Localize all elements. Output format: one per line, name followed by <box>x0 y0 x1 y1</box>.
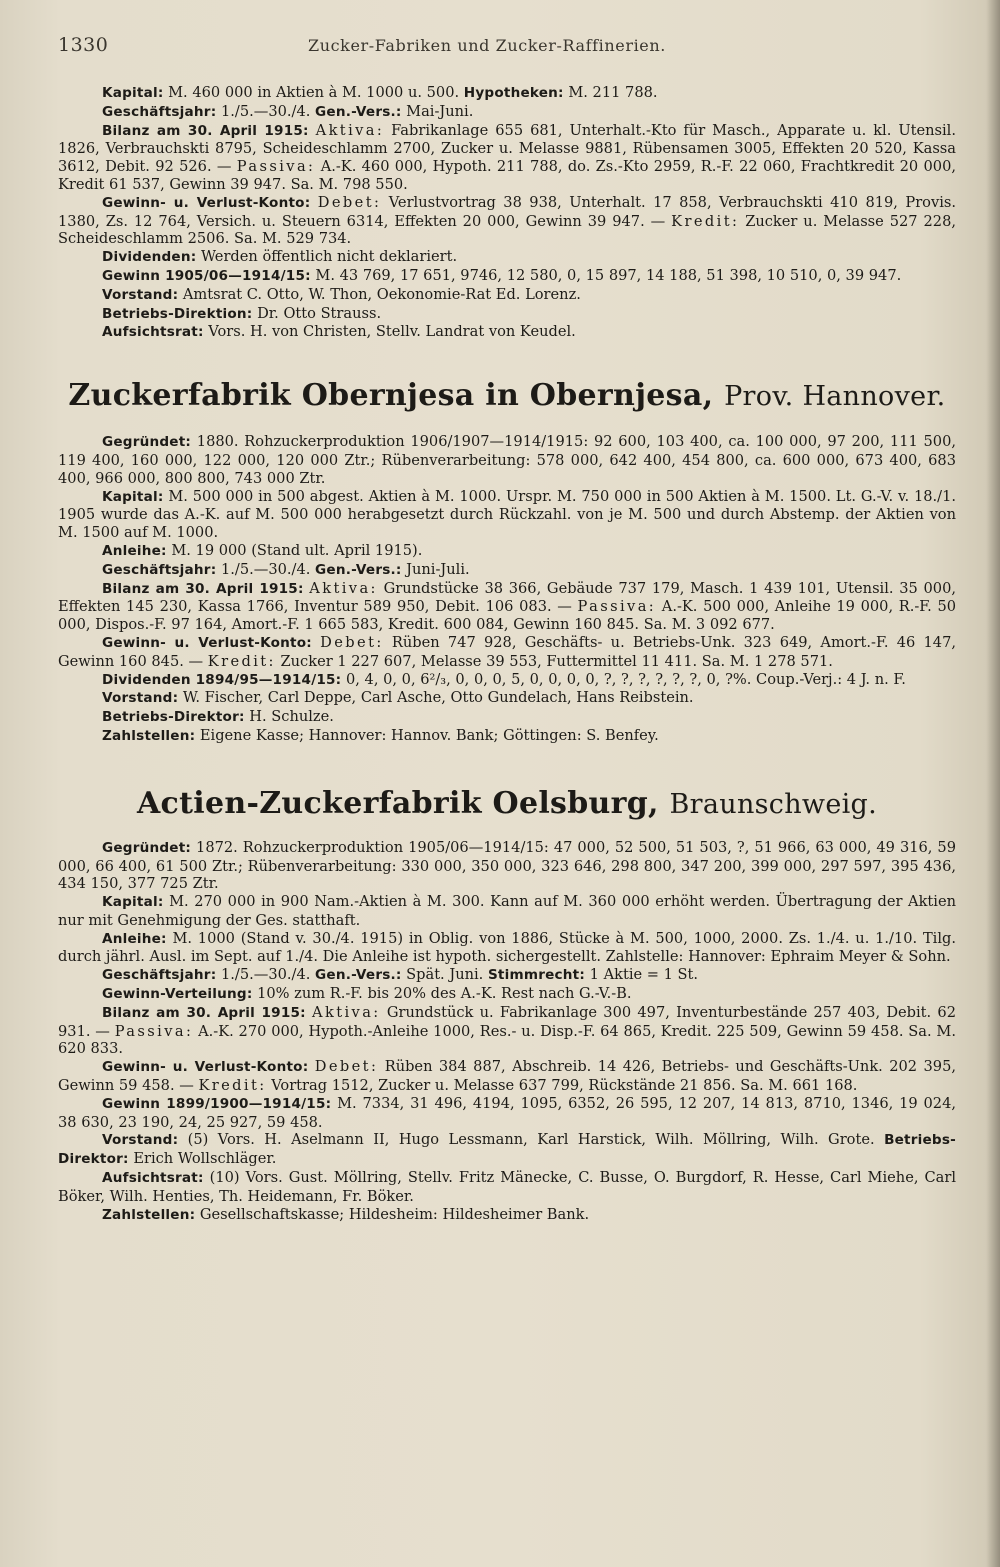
entry-text: 10% zum R.-F. bis 20% des A.-K. Rest nach G.-V.-B. <box>257 985 632 1003</box>
entry-label: Dividenden 1894/95—1914/15: <box>102 671 342 688</box>
entry-label: Vorstand: <box>102 1132 179 1149</box>
entry-label: Gen.-Vers.: <box>315 967 402 984</box>
page-number: 1330 <box>58 34 109 56</box>
entry-paragraph <box>58 433 956 487</box>
entry-text: Verlustvortrag 38 938, Unterhalt. 17 858, Verbrauchskti 410 819, Provis. 1380, Zs. 12 764, Versich. u. Steuern 6314, Effekten 20 000, Gewinn 39 947. — <box>58 193 956 230</box>
entry-label: Hypotheken: <box>463 85 564 101</box>
entry-paragraph <box>58 267 956 286</box>
entry-text: 1./5.—30./4. <box>220 102 311 120</box>
entry-label: Betriebs-Direktor: <box>58 1132 956 1168</box>
entry-paragraph <box>58 84 956 103</box>
entry-paragraph <box>58 1058 956 1095</box>
company-name: Actien-Zuckerfabrik Oelsburg, <box>136 785 659 821</box>
entry-text: 1./5.—30./4. <box>220 560 311 578</box>
balance-side-label: Debet: <box>317 193 382 211</box>
section-oelsburg <box>58 839 956 1225</box>
entry-text: Werden öffentlich nicht deklariert. <box>201 248 458 266</box>
entry-text: Zucker u. Melasse 527 228, Scheideschlamm 2506. Sa. M. 529 734. <box>58 212 956 248</box>
entry-label: Vorstand: <box>102 690 179 707</box>
entry-paragraph <box>58 194 956 248</box>
entry-text: Gesellschaftskasse; Hildesheim: Hildesheimer Bank. <box>199 1205 590 1223</box>
company-location: Prov. Hannover. <box>724 381 946 413</box>
balance-side-label: Debet: <box>320 633 384 651</box>
entry-text: (5) Vors. H. Aselmann II, Hugo Lessmann, Karl Harstick, Wilh. Möllring, Wilh. Grote. <box>187 1131 875 1149</box>
balance-side-label: Aktiva: <box>309 579 378 597</box>
entry-paragraph <box>58 708 956 727</box>
entry-label: Gen.-Vers.: <box>315 103 402 120</box>
entry-label: Gewinn 1899/1900—1914/15: <box>102 1095 332 1112</box>
entry-paragraph <box>58 488 956 542</box>
balance-side-label: Aktiva: <box>315 121 385 139</box>
company-heading-obernjesa <box>58 378 956 415</box>
entry-text: H. Schulze. <box>249 708 334 726</box>
entry-label: Zahlstellen: <box>102 727 196 744</box>
entry-paragraph <box>58 966 956 985</box>
entry-label: Gewinn- u. Verlust-Konto: <box>102 1059 309 1076</box>
entry-paragraph <box>58 1095 956 1132</box>
entry-text: 0, 4, 0, 0, 6²/₃, 0, 0, 0, 5, 0, 0, 0, 0, ?, ?, ?, ?, ?, ?, 0, ?%. Coup.-Verj.: 4 J. n. F. <box>345 670 906 688</box>
entry-text: Eigene Kasse; Hannover: Hannov. Bank; Göttingen: S. Benfey. <box>199 726 659 744</box>
entry-paragraph <box>58 634 956 671</box>
entry-label: Gegründet: <box>102 434 192 451</box>
balance-side-label: Kredit: <box>198 1077 267 1095</box>
company-location: Braunschweig. <box>669 788 877 820</box>
entry-label: Betriebs-Direktion: <box>102 305 253 322</box>
entry-paragraph <box>58 930 956 967</box>
entry-text: 1880. Rohzuckerproduktion 1906/1907—1914/1915: 92 600, 103 400, ca. 100 000, 97 200, 111 500, 119 400, 160 000, 122 000, 120 000 Ztr.; Rübenverarbeitung: 578 000, 642 400, 454 800, ca. 600 000, 673 400, 683 400, 966 000, 800 800, 743 000 Ztr. <box>58 433 956 487</box>
entry-label: Zahlstellen: <box>102 1206 196 1223</box>
entry-text: A.-K. 270 000, Hypoth.-Anleihe 1000, Res.- u. Disp.-F. 64 865, Kredit. 225 509, Gewinn 59 458. Sa. M. 620 833. <box>58 1022 957 1058</box>
entry-label: Kapital: <box>102 488 164 505</box>
entry-text: Erich Wollschläger. <box>133 1150 277 1168</box>
entry-text: M. 19 000 (Stand ult. April 1915). <box>171 541 423 559</box>
balance-side-label: Passiva: <box>114 1022 194 1040</box>
entry-text: Spät. Juni. <box>406 966 484 984</box>
entry-text: M. 500 000 in 500 abgest. Aktien à M. 1000. Urspr. M. 750 000 in 500 Aktien à M. 1500. Lt. G.-V. v. 18./1. 1905 wurde das A.-K. auf M. 500 000 herabgesetzt durch Rückzahl. von je M. 500 und durch Abstemp. der Aktien von M. 1500 auf M. 1000. <box>58 487 957 542</box>
entry-label: Betriebs-Direktor: <box>102 709 245 726</box>
entry-paragraph <box>58 1004 956 1058</box>
entry-paragraph <box>58 305 956 324</box>
entry-text: M. 43 769, 17 651, 9746, 12 580, 0, 15 897, 14 188, 51 398, 10 510, 0, 39 947. <box>315 266 902 284</box>
entry-label: Bilanz am 30. April 1915: <box>102 580 304 597</box>
entry-paragraph <box>58 1131 956 1169</box>
entry-text: 1 Aktie = 1 St. <box>589 966 699 984</box>
running-title: Zucker-Fabriken und Zucker-Raffinerien. <box>308 36 666 55</box>
entry-label: Gewinn- u. Verlust-Konto: <box>102 194 311 211</box>
entry-text: Amtsrat C. Otto, W. Thon, Oekonomie-Rat Ed. Lorenz. <box>182 285 581 303</box>
entry-text: M. 270 000 in 900 Nam.-Aktien à M. 300. Kann auf M. 360 000 erhöht werden. Übertragung der Aktien nur mit Genehmigung der Ges. statthaft. <box>58 893 956 929</box>
entry-label: Bilanz am 30. April 1915: <box>102 1004 306 1021</box>
entry-text: Rüben 747 928, Geschäfts- u. Betriebs-Unk. 323 649, Amort.-F. 46 147, Gewinn 160 845. — <box>58 633 956 670</box>
entry-label: Anleihe: <box>102 542 167 559</box>
balance-side-label: Passiva: <box>577 598 657 616</box>
entry-text: M. 460 000 in Aktien à M. 1000 u. 500. <box>168 84 460 101</box>
entry-paragraph <box>58 103 956 122</box>
entry-text: Mai-Juni. <box>406 102 474 120</box>
entry-label: Geschäftsjahr: <box>102 103 217 120</box>
entry-text: Juni-Juli. <box>406 560 470 578</box>
entry-text: Grundstücke 38 366, Gebäude 737 179, Masch. 1 439 101, Utensil. 35 000, Effekten 145 230, Kassa 1766, Inventur 589 950, Debit. 106 083. — <box>58 579 956 616</box>
entry-label: Kapital: <box>102 894 164 911</box>
entry-paragraph <box>58 122 956 194</box>
entry-paragraph <box>58 689 956 708</box>
entry-text: M. 7334, 31 496, 4194, 1095, 6352, 26 595, 12 207, 14 813, 8710, 1346, 19 024, 38 630, 23 190, 24, 25 927, 59 458. <box>58 1094 957 1131</box>
company-name: Zuckerfabrik Obernjesa in Obernjesa, <box>68 378 714 414</box>
entry-text: Zucker 1 227 607, Melasse 39 553, Futtermittel 11 411. Sa. M. 1 278 571. <box>280 652 833 670</box>
entry-paragraph <box>58 985 956 1004</box>
balance-side-label: Aktiva: <box>312 1003 381 1021</box>
entry-label: Gen.-Vers.: <box>315 561 402 578</box>
entry-text: M. 211 788. <box>568 84 658 101</box>
entry-text: M. 1000 (Stand v. 30./4. 1915) in Oblig. von 1886, Stücke à M. 500, 1000, 2000. Zs. 1./4. u. 1./10. Tilg. durch jährl. Ausl. im Sept. auf 1./4. Die Anleihe ist hypoth. sichergestellt. Zahlstelle: Hannover: Ephraim Meyer & Sohn. <box>58 929 956 966</box>
entry-text: Rüben 384 887, Abschreib. 14 426, Betriebs- und Geschäfts-Unk. 202 395, Gewinn 59 458. — <box>58 1058 957 1095</box>
section-obernjesa <box>58 433 956 746</box>
entry-label: Aufsichtsrat: <box>102 1170 204 1187</box>
entry-label: Gewinn- u. Verlust-Konto: <box>102 634 312 651</box>
entry-paragraph <box>58 727 956 746</box>
entry-paragraph <box>58 286 956 305</box>
entry-text: Dr. Otto Strauss. <box>257 304 382 322</box>
entry-text: W. Fischer, Carl Deppe, Carl Asche, Otto Gundelach, Hans Reibstein. <box>182 689 694 707</box>
entry-text: Vors. H. von Christen, Stellv. Landrat von Keudel. <box>208 323 576 341</box>
entry-paragraph <box>58 323 956 342</box>
entry-text: A.-K. 460 000, Hypoth. 211 788, do. Zs.-Kto 2959, R.-F. 22 060, Frachtkredit 20 000, Kredit 61 537, Gewinn 39 947. Sa. M. 798 550. <box>58 158 957 193</box>
entry-paragraph <box>58 671 956 690</box>
entry-paragraph <box>58 1206 956 1225</box>
page-header <box>58 34 956 74</box>
entry-text: (10) Vors. Gust. Möllring, Stellv. Fritz Mänecke, C. Busse, O. Burgdorf, R. Hesse, Carl Miehe, Carl Böker, Wilh. Henties, Th. Heidemann, Fr. Böker. <box>58 1169 957 1205</box>
entry-label: Geschäftsjahr: <box>102 967 217 984</box>
entry-text: Fabrikanlage 655 681, Unterhalt.-Kto für Masch., Apparate u. kl. Utensil. 1826, Verbrauchskti 8795, Scheideschlamm 2700, Zucker u. Melasse 9881, Rübensamen 3005, Effekten 20 520, Kassa 3612, Debit. 92 526. — <box>58 121 956 176</box>
entry-label: Gewinn-Verteilung: <box>102 986 253 1003</box>
balance-side-label: Kredit: <box>671 212 740 230</box>
entry-paragraph <box>58 248 956 267</box>
entry-paragraph <box>58 839 956 893</box>
balance-side-label: Kredit: <box>207 652 276 670</box>
entry-label: Anleihe: <box>102 930 167 947</box>
entry-label: Vorstand: <box>102 286 179 303</box>
entry-paragraph <box>58 580 956 634</box>
entry-label: Kapital: <box>102 85 164 101</box>
balance-side-label: Passiva: <box>236 158 316 176</box>
entry-label: Gegründet: <box>102 839 192 856</box>
entry-text: 1./5.—30./4. <box>220 966 311 984</box>
section-continued-company <box>58 84 956 342</box>
company-heading-oelsburg <box>58 786 956 823</box>
entry-label: Geschäftsjahr: <box>102 561 217 578</box>
entry-paragraph <box>58 893 956 930</box>
balance-side-label: Debet: <box>314 1058 379 1076</box>
entry-label: Stimmrecht: <box>487 967 586 984</box>
entry-text: A.-K. 500 000, Anleihe 19 000, R.-F. 50 000, Dispos.-F. 97 164, Amort.-F. 1 665 583, Kredit. 600 084, Gewinn 160 845. Sa. M. 3 092 677. <box>58 598 957 634</box>
entry-label: Gewinn 1905/06—1914/15: <box>102 267 311 284</box>
entry-text: Grundstück u. Fabrikanlage 300 497, Inventurbestände 257 403, Debit. 62 931. — <box>58 1003 956 1040</box>
entry-paragraph <box>58 561 956 580</box>
entry-label: Dividenden: <box>102 249 197 266</box>
entry-text: 1872. Rohzuckerproduktion 1905/06—1914/15: 47 000, 52 500, 51 503, ?, 51 966, 63 000, 49 316, 59 000, 66 400, 61 500 Ztr.; Rübenverarbeitung: 330 000, 350 000, 323 646, 298 800, 347 200, 399 000, 297 597, 395 436, 434 150, 377 725 Ztr. <box>58 838 956 893</box>
entry-paragraph <box>58 542 956 561</box>
entry-text: Vortrag 1512, Zucker u. Melasse 637 799, Rückstände 21 856. Sa. M. 661 168. <box>271 1077 858 1095</box>
entry-label: Aufsichtsrat: <box>102 324 204 341</box>
entry-label: Bilanz am 30. April 1915: <box>102 122 309 139</box>
entry-paragraph <box>58 1169 956 1206</box>
page-edge-shadow <box>986 0 1000 1567</box>
